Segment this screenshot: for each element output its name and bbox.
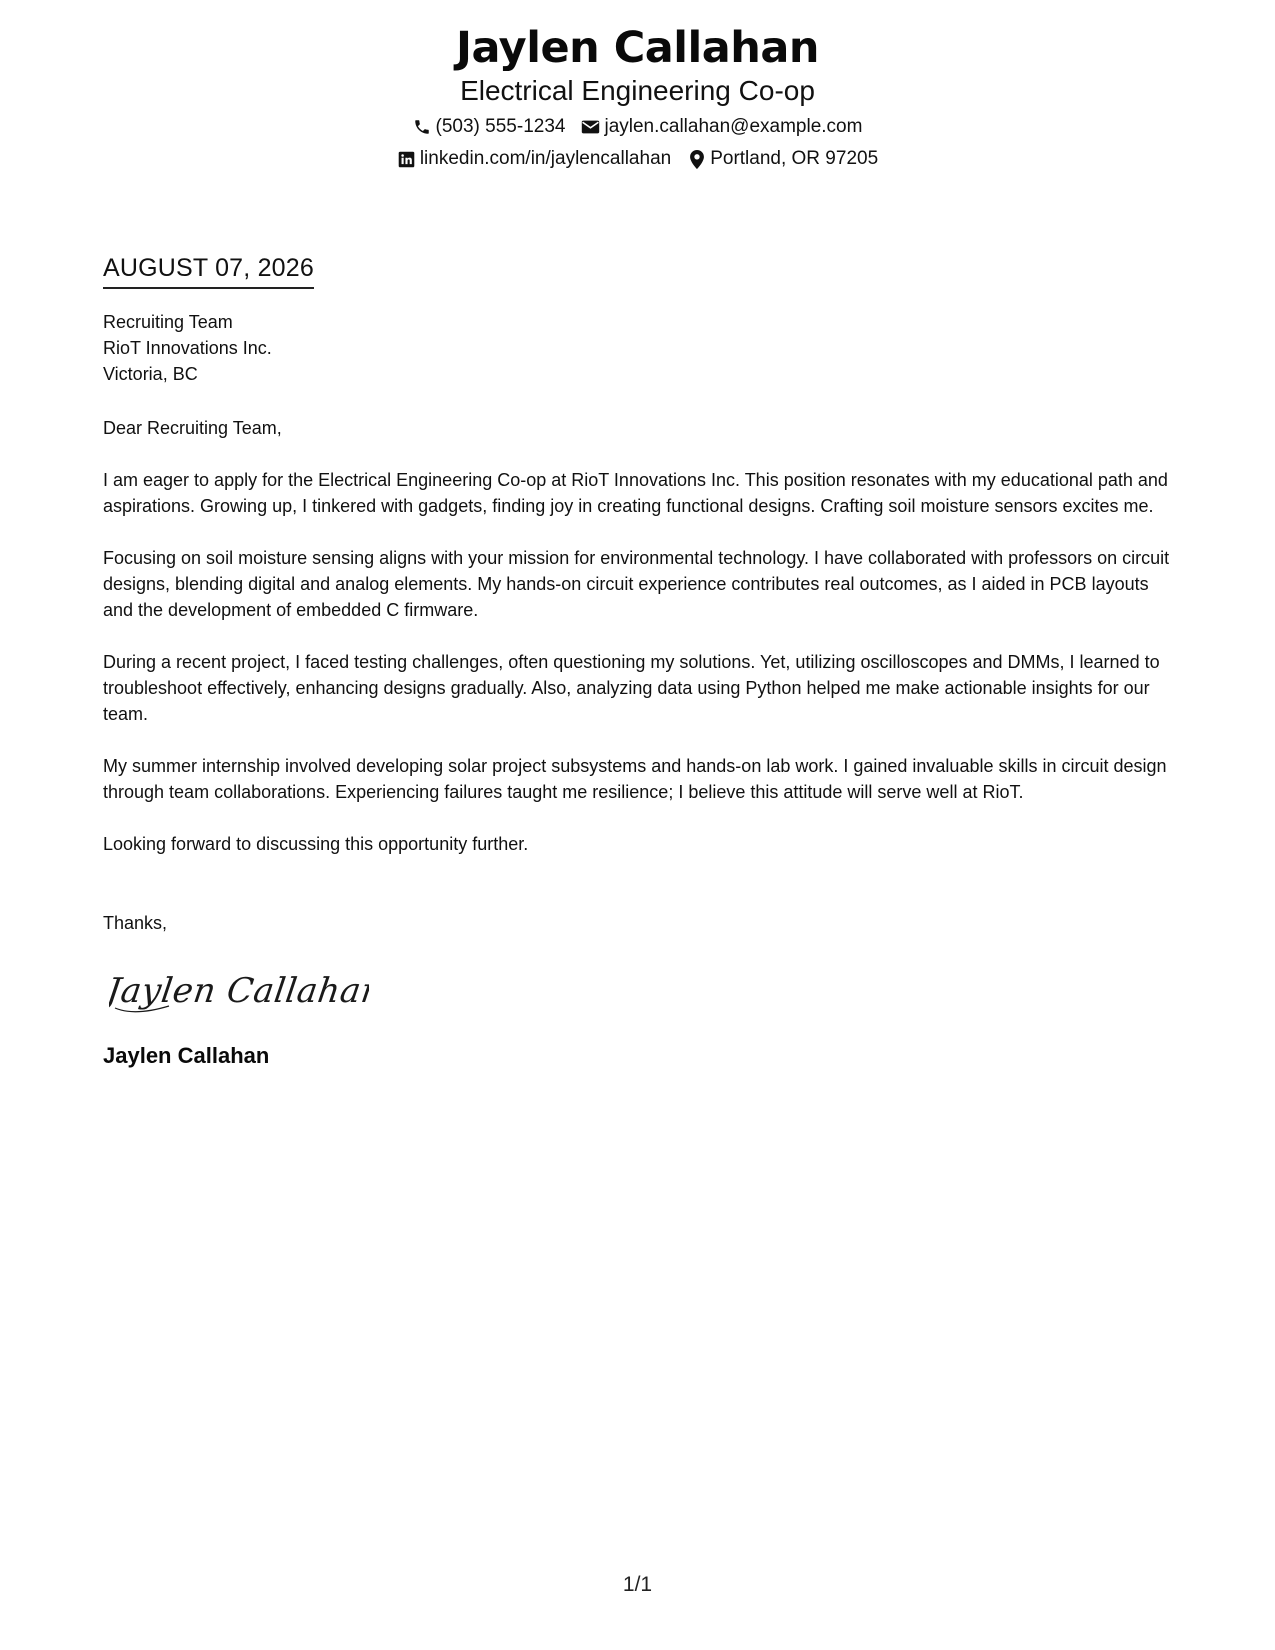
- linkedin-icon: [397, 150, 416, 169]
- signoff: Thanks,: [103, 913, 168, 933]
- letter-header: [0, 22, 1275, 171]
- contact-row-secondary: [0, 147, 1275, 171]
- email-address: jaylen.callahan@example.com: [604, 116, 863, 137]
- salutation: Dear Recruiting Team,: [103, 418, 282, 438]
- signer-name: Jaylen Callahan: [103, 1043, 270, 1068]
- recipient-line: Recruiting Team: [103, 312, 233, 332]
- applicant-name: Jaylen Callahan: [455, 23, 820, 73]
- map-pin-icon: [687, 150, 706, 169]
- envelope-icon: [581, 118, 600, 137]
- contact-email: [581, 115, 862, 139]
- handwritten-signature: [109, 962, 369, 1018]
- linkedin-url: linkedin.com/in/jaylencallahan: [419, 148, 672, 169]
- body-paragraph: I am eager to apply for the Electrical Engineering Co-op at RioT Innovations Inc. This position resonates with my educational path and aspirations. Growing up, I tinkered with gadgets, finding joy in creating functional designs. Crafting soil moisture sensors excites me.: [103, 470, 1168, 516]
- recipient-block: [103, 309, 1178, 387]
- letter-date: AUGUST 07, 2026: [103, 252, 314, 289]
- phone-number: (503) 555-1234: [435, 116, 566, 137]
- body-paragraph: During a recent project, I faced testing challenges, often questioning my solutions. Yet, utilizing oscilloscopes and DMMs, I learned to troubleshoot effectively, enhancing designs gradually. Also, analyzing data using Python helped me make actionable insights for our team.: [103, 652, 1160, 724]
- body-paragraph: Focusing on soil moisture sensing aligns with your mission for environmental technology. I have collaborated with professors on circuit designs, blending digital and analog elements. My hands-on circuit experience contributes real outcomes, as I aided in PCB layouts and the development of embedded C firmware.: [103, 548, 1170, 620]
- closing-line: Looking forward to discussing this opportunity further.: [103, 834, 529, 854]
- svg-text:Jaylen Callahan: Jaylen Callahan: [109, 971, 369, 1011]
- applicant-role: Electrical Engineering Co-op: [460, 75, 815, 106]
- phone-icon: [413, 118, 432, 137]
- contact-row-primary: [0, 115, 1275, 139]
- page-number: 1/1: [622, 1573, 653, 1596]
- contact-location: [687, 147, 878, 171]
- contact-linkedin: [397, 147, 671, 171]
- body-paragraph: My summer internship involved developing solar project subsystems and hands-on lab work. I gained invaluable skills in circuit design through team collaborations. Experiencing failures taught me resilience; I believe this attitude will serve well at RioT.: [103, 756, 1167, 802]
- contact-phone: [413, 115, 566, 139]
- recipient-location: Victoria, BC: [103, 364, 198, 384]
- location-text: Portland, OR 97205: [710, 148, 879, 169]
- letter-body: [103, 252, 1178, 1070]
- recipient-company: RioT Innovations Inc.: [103, 338, 272, 358]
